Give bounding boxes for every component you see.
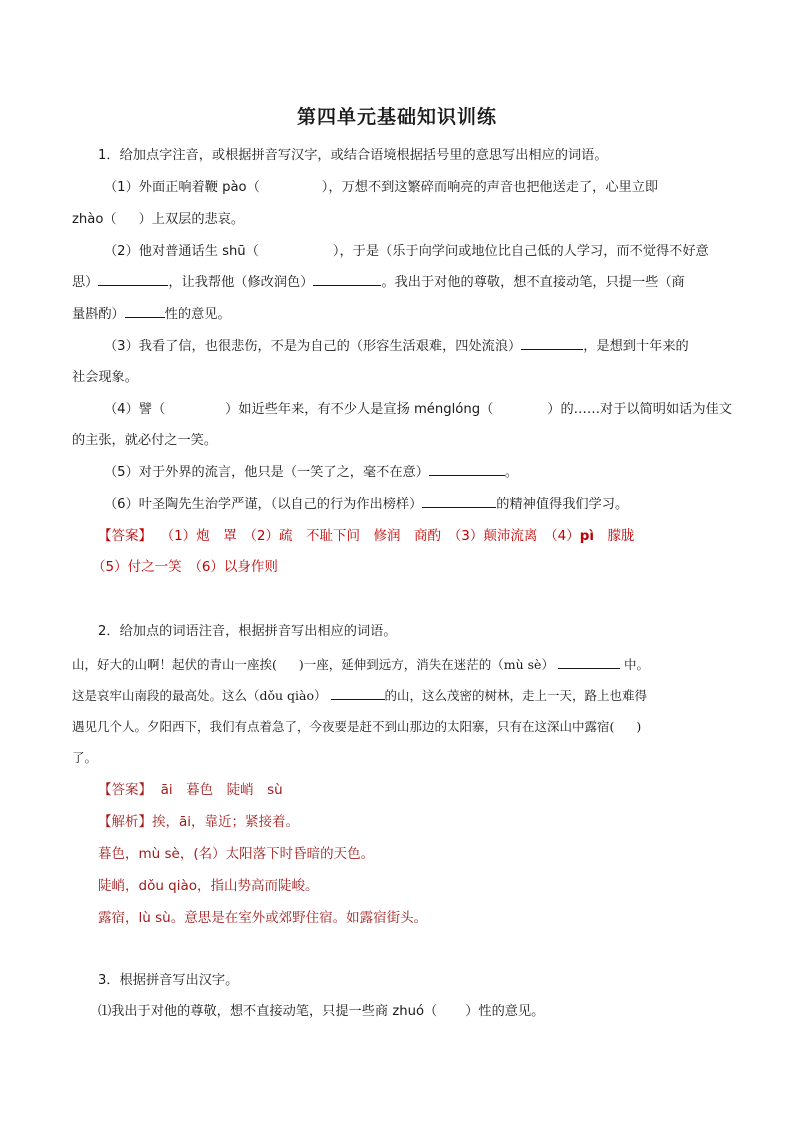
- q1-text: ），万想不到这繁碎而响亮的声音也把他送走了，心里立即: [321, 180, 659, 195]
- q2-text: ): [636, 719, 642, 734]
- answer-blank: [429, 463, 505, 476]
- answer-blank: [125, 305, 165, 318]
- q1-answer-line-2: （5）付之一笑 （6）以身作则: [92, 559, 278, 575]
- q2-analysis-line-4: 露宿，lù sù。意思是在室外或郊野住宿。如露宿街头。: [98, 910, 428, 926]
- answer-blank: [558, 656, 620, 669]
- q1-text: （5）对于外界的流言，他只是（一笑了之，毫不在意）: [104, 465, 429, 480]
- q1-text: ）上双层的悲哀。: [138, 212, 245, 227]
- q1-text: ，是想到十年来的: [583, 339, 689, 354]
- q2-text: 遇见几个人。夕阳西下，我们有点着急了，今夜要是赶不到山那边的太阳寨，只有在这深山中露宿(: [72, 719, 615, 734]
- q1-line-7: 社会现象。: [72, 370, 138, 385]
- q1-text: 。我出于对他的尊敬，想不直接动笔，只提一些（商: [381, 275, 685, 290]
- q1-line-2: [72, 210, 244, 230]
- q2-text: 的山，这么茂密的树林，走上一天，路上也难得: [384, 688, 648, 703]
- answer-blank: [521, 337, 583, 350]
- answer-blank: [331, 687, 385, 700]
- q2-text: 中。: [623, 657, 649, 672]
- q2-passage-line-4: 了。: [72, 750, 98, 765]
- q3-stem: 3．根据拼音写出汉字。: [98, 973, 239, 988]
- q1-text: （6）叶圣陶先生治学严谨，（以自己的行为作出榜样）: [104, 497, 423, 512]
- q1-text: zhào（: [72, 212, 117, 227]
- q1-text: 量斟酌）: [72, 307, 125, 322]
- q1-line-1: [104, 178, 658, 198]
- analysis-text: 挨，āi，靠近；紧接着。: [152, 814, 300, 830]
- q1-text: ）的……对于以简明如话为佳文: [547, 402, 732, 417]
- answer-text: 朦胧: [594, 528, 635, 544]
- q2-text: )一座，延伸到远方，消失在迷茫的（mù sè）: [298, 657, 554, 672]
- q3-line-1: [98, 1002, 544, 1022]
- answer-text: （1）炮 罩 （2）疏 不耻下问 修润 商酌 （3）颠沛流离 （4）: [160, 528, 580, 544]
- q2-text: 山，好大的山啊！起伏的青山一座挨(: [72, 657, 277, 672]
- q1-line-3: [104, 242, 709, 262]
- page-title: 第四单元基础知识训练: [296, 106, 497, 128]
- q1-line-9: 的主张，就必付之一笑。: [72, 433, 218, 448]
- q2-stem: 2．给加点的词语注音，根据拼音写出相应的词语。: [98, 624, 397, 639]
- q1-text: ）如近些年来，有不少人是宣扬 ménglóng（: [225, 402, 494, 417]
- q2-text: 这是哀牢山南段的最高处。这么（dǒu qiào）: [72, 688, 327, 703]
- q3-text: ⑴我出于对他的尊敬，想不直接动笔，只提一些商 zhuó（: [98, 1004, 438, 1019]
- analysis-tag: 【解析】: [98, 814, 152, 830]
- q1-text: ，让我帮他（修改润色）: [168, 275, 314, 290]
- answer-text: āi 暮色 陡峭 sù: [160, 782, 283, 798]
- answer-blank: [422, 495, 496, 508]
- answer-blank: [313, 273, 381, 286]
- q1-line-5: [72, 305, 231, 325]
- q2-analysis: [98, 812, 299, 832]
- q1-line-11: [104, 495, 628, 515]
- q1-text: 。: [504, 465, 519, 480]
- answer-tag: 【答案】: [98, 528, 152, 544]
- q1-text: ），于是（乐于向学问或地位比自己低的人学习，而不觉得不好意: [332, 244, 709, 259]
- q1-line-4: [72, 273, 685, 293]
- q2-analysis-line-3: 陡峭，dǒu qiào，指山势高而陡峻。: [98, 878, 319, 894]
- answer-blank: [98, 273, 168, 286]
- q1-text: 思）: [72, 275, 99, 290]
- q1-text: （2）他对普通话生 shū（: [104, 244, 259, 259]
- answer-tag: 【答案】: [98, 782, 152, 798]
- q3-text: ）性的意见。: [465, 1004, 545, 1019]
- q2-passage-line-2: [72, 686, 647, 706]
- q1-text: （4）譬（: [104, 402, 166, 417]
- answer-pinyin: pì: [579, 528, 594, 544]
- q2-passage-line-3: [72, 717, 641, 737]
- q1-stem: 1．给加点字注音，或根据拼音写汉字，或结合语境根据括号里的意思写出相应的词语。: [98, 148, 608, 163]
- q2-answer: [98, 780, 283, 800]
- q1-text: 的精神值得我们学习。: [496, 497, 629, 512]
- q1-text: 性的意见。: [164, 307, 231, 322]
- q1-answer: [98, 526, 635, 546]
- q1-text: （3）我看了信，也很悲伤，不是为自己的（形容生活艰难，四处流浪）: [104, 339, 522, 354]
- q2-analysis-line-2: 暮色，mù sè，(名）太阳落下时昏暗的天色。: [98, 846, 375, 862]
- q1-text: （1）外面正响着鞭 pào（: [104, 180, 260, 195]
- q1-line-6: [104, 337, 689, 357]
- q2-passage-line-1: [72, 655, 649, 675]
- q1-line-8: [104, 400, 732, 420]
- q1-line-10: [104, 463, 518, 483]
